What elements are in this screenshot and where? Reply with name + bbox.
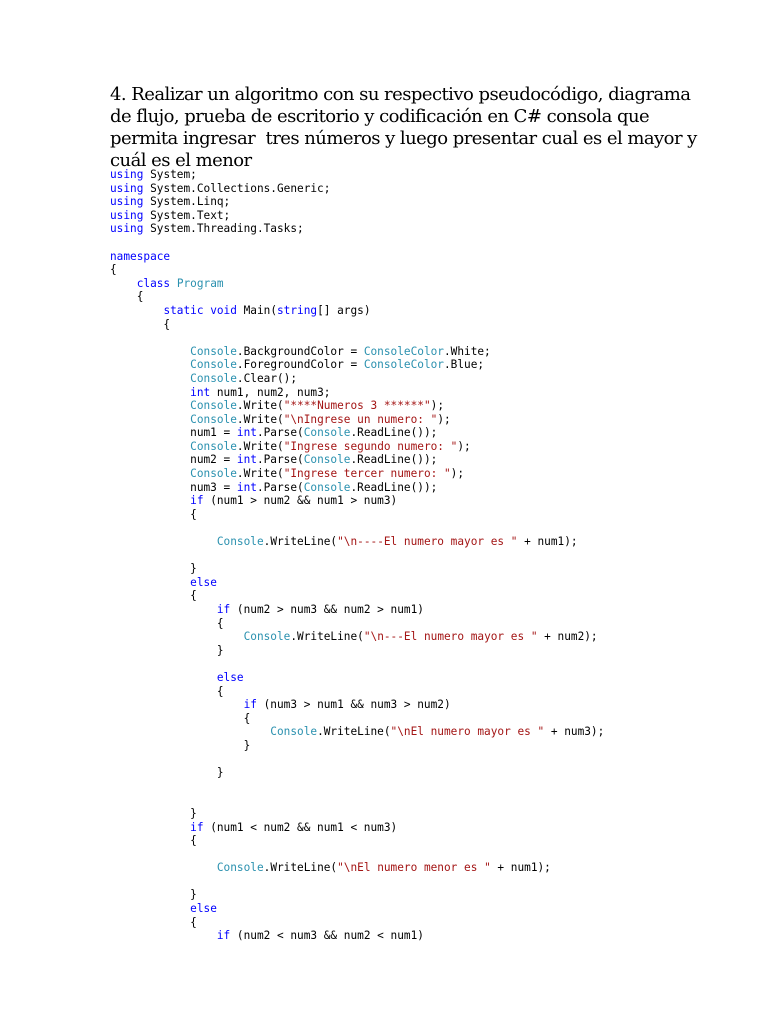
code-line bbox=[110, 195, 604, 209]
heading-line: 4. Realizar un algoritmo con su respectivo pseudocódigo, diagrama bbox=[110, 84, 691, 105]
code-line bbox=[110, 644, 604, 658]
code-text: ); bbox=[450, 467, 465, 481]
code-line bbox=[110, 250, 604, 264]
code-line bbox=[110, 508, 604, 522]
heading-line: permita ingresar tres números y luego presentar cual es el mayor y bbox=[110, 128, 697, 149]
code-type: ConsoleColor bbox=[363, 344, 444, 358]
code-line bbox=[110, 698, 604, 712]
code-keyword: if bbox=[243, 698, 257, 712]
code-line bbox=[110, 671, 604, 685]
code-text: .Parse( bbox=[256, 426, 304, 440]
code-text bbox=[110, 725, 270, 738]
code-line bbox=[110, 766, 604, 780]
code-text: ); bbox=[457, 439, 471, 453]
code-line bbox=[110, 440, 604, 454]
exercise-heading bbox=[110, 84, 697, 172]
code-line bbox=[110, 725, 604, 739]
code-text bbox=[110, 535, 217, 548]
code-text: } bbox=[110, 562, 197, 576]
code-text: .WriteLine( bbox=[263, 535, 338, 549]
code-text: (num1 > num2 && num1 > num3) bbox=[203, 494, 398, 508]
code-text bbox=[110, 413, 190, 426]
code-text bbox=[110, 467, 190, 480]
code-text: } bbox=[110, 738, 251, 752]
code-text: + num3); bbox=[544, 725, 605, 739]
code-text bbox=[110, 358, 190, 371]
code-line bbox=[110, 467, 604, 481]
code-string: "\nEl numero menor es " bbox=[337, 861, 491, 875]
code-line bbox=[110, 358, 604, 372]
code-text: .Clear(); bbox=[236, 371, 298, 385]
code-text: + num2); bbox=[537, 630, 598, 644]
code-type: Console bbox=[216, 535, 264, 549]
code-text: { bbox=[110, 834, 197, 848]
code-line bbox=[110, 277, 604, 291]
code-text bbox=[110, 372, 190, 385]
code-text: num1 = bbox=[110, 426, 237, 440]
code-line bbox=[110, 807, 604, 821]
code-keyword: using bbox=[110, 195, 144, 209]
code-text: System.Threading.Tasks; bbox=[143, 222, 304, 236]
code-keyword: using bbox=[110, 181, 144, 195]
code-text bbox=[110, 603, 217, 616]
code-type: Console bbox=[303, 453, 351, 467]
code-keyword: class bbox=[136, 276, 171, 290]
heading-line: de flujo, prueba de escritorio y codificación en C# consola que bbox=[110, 106, 650, 127]
code-line bbox=[110, 929, 604, 943]
code-keyword: if bbox=[216, 603, 231, 616]
code-line bbox=[110, 426, 604, 440]
code-keyword: if bbox=[190, 820, 204, 834]
code-text: } bbox=[110, 643, 224, 657]
code-line bbox=[110, 861, 604, 875]
code-text: .Write( bbox=[236, 439, 284, 453]
code-keyword: else bbox=[190, 902, 217, 916]
code-text: System.Linq; bbox=[143, 195, 231, 209]
code-line bbox=[110, 521, 604, 535]
code-text: .White; bbox=[443, 344, 491, 358]
code-type: Console bbox=[190, 467, 237, 481]
code-line bbox=[110, 902, 604, 916]
code-line bbox=[110, 318, 604, 332]
code-keyword: string bbox=[277, 303, 318, 317]
code-text bbox=[110, 386, 190, 399]
code-text: { bbox=[110, 711, 251, 725]
code-line bbox=[110, 848, 604, 862]
code-keyword: if bbox=[216, 929, 231, 943]
code-string: "\n---El numero mayor es " bbox=[363, 630, 538, 644]
code-line bbox=[110, 821, 604, 835]
code-text: .BackgroundColor = bbox=[236, 344, 364, 358]
code-text: { bbox=[110, 589, 197, 603]
code-keyword: using bbox=[110, 208, 144, 222]
code-text bbox=[110, 304, 163, 317]
code-text: ); bbox=[437, 412, 451, 426]
code-line bbox=[110, 386, 604, 400]
code-text bbox=[110, 277, 137, 290]
code-line bbox=[110, 875, 604, 889]
code-line bbox=[110, 589, 604, 603]
code-text: (num2 < num3 && num2 < num1) bbox=[230, 929, 424, 943]
code-text: num3 = bbox=[110, 480, 237, 494]
code-text bbox=[110, 576, 190, 589]
code-text: } bbox=[110, 806, 197, 820]
code-text: .Parse( bbox=[256, 453, 304, 467]
code-type: Program bbox=[176, 276, 224, 290]
code-line bbox=[110, 549, 604, 563]
code-string: "\n----El numero mayor es " bbox=[337, 535, 518, 549]
code-text: } bbox=[110, 888, 197, 902]
code-line bbox=[110, 793, 604, 807]
code-text bbox=[110, 630, 244, 643]
code-text: System.Text; bbox=[143, 208, 231, 222]
code-type: Console bbox=[190, 412, 237, 426]
code-text: .ReadLine()); bbox=[350, 426, 438, 440]
code-text: { bbox=[110, 915, 197, 929]
code-text: .WriteLine( bbox=[317, 725, 391, 739]
code-text: Main( bbox=[236, 303, 277, 317]
code-line bbox=[110, 603, 604, 617]
code-type: Console bbox=[303, 480, 351, 494]
code-line bbox=[110, 780, 604, 794]
code-line bbox=[110, 834, 604, 848]
code-keyword: int bbox=[236, 453, 257, 467]
code-text: .Write( bbox=[236, 412, 284, 426]
code-keyword: int bbox=[236, 480, 257, 494]
code-text: .Blue; bbox=[443, 358, 485, 372]
code-text bbox=[110, 399, 190, 412]
code-line bbox=[110, 617, 604, 631]
code-string: "\nEl numero mayor es " bbox=[390, 725, 545, 739]
code-text: { bbox=[110, 684, 224, 698]
code-type: Console bbox=[190, 399, 237, 413]
code-text bbox=[110, 902, 190, 915]
code-text: .Write( bbox=[236, 399, 284, 413]
code-line bbox=[110, 481, 604, 495]
code-line bbox=[110, 916, 604, 930]
code-text: { bbox=[110, 317, 171, 331]
code-text: (num1 < num2 && num1 < num3) bbox=[203, 820, 398, 834]
code-text: (num2 > num3 && num2 > num1) bbox=[230, 603, 424, 616]
code-text bbox=[110, 698, 244, 711]
code-line bbox=[110, 399, 604, 413]
code-text: num1, num2, num3; bbox=[210, 385, 331, 399]
code-keyword: using bbox=[110, 222, 144, 236]
code-type: Console bbox=[190, 439, 237, 453]
code-type: Console bbox=[190, 371, 237, 385]
code-keyword: else bbox=[216, 670, 244, 684]
code-text bbox=[110, 345, 190, 358]
code-text: .ReadLine()); bbox=[350, 480, 438, 494]
code-line bbox=[110, 413, 604, 427]
code-line bbox=[110, 562, 604, 576]
code-text: System; bbox=[143, 168, 197, 181]
code-line bbox=[110, 535, 604, 549]
code-line bbox=[110, 168, 604, 182]
code-text: { bbox=[110, 507, 197, 521]
code-string: "Ingrese tercer numero: " bbox=[283, 467, 451, 481]
code-text: .Parse( bbox=[256, 480, 304, 494]
code-text bbox=[110, 861, 217, 874]
code-type: Console bbox=[303, 426, 351, 440]
code-line bbox=[110, 372, 604, 386]
code-text bbox=[110, 671, 217, 684]
code-line bbox=[110, 753, 604, 767]
code-type: ConsoleColor bbox=[363, 358, 444, 372]
code-type: Console bbox=[243, 630, 291, 644]
code-line bbox=[110, 685, 604, 699]
code-type: Console bbox=[190, 358, 237, 372]
code-string: "\nIngrese un numero: " bbox=[283, 412, 438, 426]
code-keyword: int bbox=[236, 426, 257, 440]
code-text: (num3 > num1 && num3 > num2) bbox=[256, 698, 451, 712]
code-line bbox=[110, 576, 604, 590]
code-string: "****Numeros 3 ******" bbox=[283, 399, 431, 413]
code-line bbox=[110, 494, 604, 508]
code-text: { bbox=[110, 290, 144, 304]
code-listing bbox=[110, 168, 604, 943]
code-type: Console bbox=[270, 725, 318, 739]
code-keyword: using bbox=[110, 168, 144, 181]
code-line bbox=[110, 263, 604, 277]
code-keyword: else bbox=[190, 575, 217, 589]
code-line bbox=[110, 290, 604, 304]
code-keyword: static bbox=[163, 303, 204, 317]
code-text: .WriteLine( bbox=[290, 630, 364, 644]
code-text: [] args) bbox=[317, 303, 371, 317]
code-text: System.Collections.Generic; bbox=[143, 181, 331, 195]
code-text: ); bbox=[430, 399, 444, 413]
code-text: .ReadLine()); bbox=[350, 453, 438, 467]
code-text bbox=[110, 440, 190, 453]
code-text: .WriteLine( bbox=[263, 861, 338, 875]
code-line bbox=[110, 236, 604, 250]
code-line bbox=[110, 182, 604, 196]
code-line bbox=[110, 657, 604, 671]
code-type: Console bbox=[190, 344, 237, 358]
code-line bbox=[110, 712, 604, 726]
code-text: + num1); bbox=[517, 535, 578, 549]
code-text: { bbox=[110, 616, 224, 630]
code-line bbox=[110, 331, 604, 345]
heading-line: cuál es el menor bbox=[110, 150, 252, 171]
code-line bbox=[110, 453, 604, 467]
code-text bbox=[110, 821, 190, 834]
code-text bbox=[110, 929, 217, 942]
code-line bbox=[110, 630, 604, 644]
code-text bbox=[110, 494, 190, 507]
code-text: .Write( bbox=[236, 467, 284, 481]
code-line bbox=[110, 222, 604, 236]
code-line bbox=[110, 739, 604, 753]
code-line bbox=[110, 304, 604, 318]
code-line bbox=[110, 345, 604, 359]
code-type: Console bbox=[216, 861, 264, 875]
code-text: + num1); bbox=[490, 861, 551, 875]
code-keyword: int bbox=[190, 385, 211, 399]
code-keyword: void bbox=[210, 303, 237, 317]
code-keyword: if bbox=[190, 494, 204, 508]
code-text: .ForegroundColor = bbox=[236, 358, 364, 372]
code-text: { bbox=[110, 263, 117, 277]
code-keyword: namespace bbox=[110, 249, 171, 263]
code-string: "Ingrese segundo numero: " bbox=[283, 439, 458, 453]
code-line bbox=[110, 888, 604, 902]
code-text: } bbox=[110, 766, 224, 780]
code-text bbox=[170, 277, 177, 290]
code-line bbox=[110, 209, 604, 223]
code-text: num2 = bbox=[110, 453, 237, 467]
